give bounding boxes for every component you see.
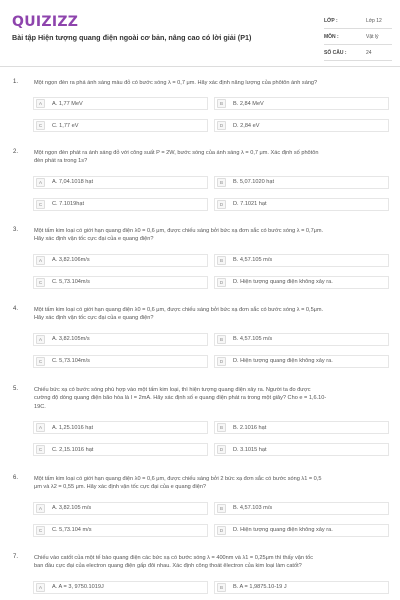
question-text-line: Hãy xác định vận tốc cực đại của e quang điện? (34, 236, 154, 243)
option-text: C. 5,73.104m/s (52, 358, 90, 365)
question-text-line: Một tấm kim loại có giới hạn quang điện λ0 = 0,6 μm, được chiếu sáng bởi bức xạ đơn sắc có bước sóng λ = 0,5μm. (34, 307, 324, 313)
option-text: B. 5,07.1020 hạt (233, 179, 275, 186)
option-letter-badge: C (36, 121, 45, 130)
option-text: B. 4,57.105 m/s (233, 336, 273, 343)
answer-option-a[interactable] (33, 254, 208, 267)
option-text: B. 4,57.103 m/s (233, 505, 273, 512)
document-title: Bài tập Hiện tượng quang điện ngoài cơ bản, nâng cao có lời giải (P1) (12, 33, 252, 42)
option-letter-badge: C (36, 278, 45, 287)
question-number: 5. (13, 386, 19, 392)
option-text: A. 7,04.1018 hạt (52, 179, 94, 186)
option-letter-badge: C (36, 357, 45, 366)
question-number: 7. (13, 554, 19, 560)
question-text-line: Chiếu vào catốt của một tế bào quang điện các bức xạ có bước sóng λ = 400nm và λ1 = 0,25μm thì thấy vận tốc (34, 555, 314, 561)
option-letter-badge: D (217, 445, 226, 454)
option-text: D. 7.1021 hạt (233, 201, 267, 208)
option-letter-badge: D (217, 278, 226, 287)
option-letter-badge: B (217, 256, 226, 265)
answer-option-d[interactable] (214, 355, 389, 368)
answer-option-b[interactable] (214, 502, 389, 515)
option-letter-badge: A (36, 335, 45, 344)
question-text-line: 19C. (34, 403, 46, 410)
meta-row-subject (324, 29, 392, 45)
answer-option-b[interactable] (214, 254, 389, 267)
option-text: A. 3,82.106m/s (52, 257, 90, 264)
answer-option-c[interactable] (33, 443, 208, 456)
option-letter-badge: B (217, 178, 226, 187)
answer-option-a[interactable] (33, 581, 208, 594)
answer-option-d[interactable] (214, 198, 389, 211)
option-text: B. 4,57.105 m/s (233, 257, 273, 264)
question-text-line: μm và λ2 = 0,55 μm. Hãy xác định vận tốc cực đại của e quang điện? (34, 484, 207, 491)
answer-option-d[interactable] (214, 524, 389, 537)
answer-option-a[interactable] (33, 97, 208, 110)
option-text: B. 2.1016 hạt (233, 424, 267, 431)
answer-option-c[interactable] (33, 276, 208, 289)
answer-option-c[interactable] (33, 355, 208, 368)
option-text: B. 2,84 MeV (233, 100, 264, 107)
option-text: D. Hiện tượng quang điện không xảy ra. (233, 358, 333, 365)
option-letter-badge: B (217, 335, 226, 344)
option-text: A. 3,82.105 m/s (52, 505, 92, 512)
answer-option-d[interactable] (214, 276, 389, 289)
meta-value-subject: Vật lý (366, 33, 379, 40)
answer-option-b[interactable] (214, 176, 389, 189)
question-text-line: ban đầu cực đại của electron quang điện gấp đôi nhau. Xác định công thoát êlectron của kim loại làm catốt? (34, 563, 302, 570)
question-text-line: đèn phát ra trong 1s? (34, 158, 88, 165)
question-text (34, 475, 390, 492)
option-letter-badge: A (36, 178, 45, 187)
option-text: A. 3,82.105m/s (52, 336, 90, 343)
option-text: C. 2,15.1016 hạt (52, 446, 94, 453)
question-text-line: cường độ dòng quang điện bão hòa là I = 2mA. Hãy xác định số e quang điện phát ra trong một giây? Cho e = 1,6.10- (34, 395, 327, 402)
question-number: 1. (13, 79, 19, 85)
option-letter-badge: A (36, 423, 45, 432)
option-letter-badge: D (217, 121, 226, 130)
option-letter-badge: B (217, 423, 226, 432)
option-text: A. A = 3, 9750.1019J (52, 584, 104, 591)
meta-row-grade (324, 13, 392, 29)
question-text (34, 306, 390, 323)
question-text-line: Một ngọn đèn phát ra ánh sáng đỏ với công suất P = 2W, bước sóng của ánh sáng λ = 0,7 μm. Xác định số phôtôn (34, 150, 319, 156)
question-number: 4. (13, 306, 19, 312)
question-text (34, 386, 390, 411)
answer-option-d[interactable] (214, 119, 389, 132)
option-letter-badge: D (217, 357, 226, 366)
option-letter-badge: C (36, 526, 45, 535)
meta-value-grade: Lớp 12 (366, 17, 382, 24)
option-letter-badge: B (217, 504, 226, 513)
option-letter-badge: A (36, 256, 45, 265)
option-text: C. 1,77 eV (52, 122, 79, 129)
question-text (34, 554, 390, 571)
option-text: A. 1,77 MeV (52, 100, 83, 107)
document-header (0, 0, 400, 70)
answer-option-d[interactable] (214, 443, 389, 456)
option-text: B. A = 1,9875.10-19 J (233, 584, 287, 591)
question-number: 2. (13, 149, 19, 155)
answer-option-a[interactable] (33, 421, 208, 434)
option-letter-badge: D (217, 526, 226, 535)
option-letter-badge: A (36, 504, 45, 513)
answer-option-a[interactable] (33, 502, 208, 515)
option-text: D. 3.1015 hạt (233, 446, 267, 453)
option-text: D. 2,84 eV (233, 122, 260, 129)
answer-option-a[interactable] (33, 176, 208, 189)
option-letter-badge: C (36, 200, 45, 209)
meta-value-count: 24 (366, 49, 372, 56)
meta-key-subject: MÔN : (324, 33, 339, 40)
answer-option-c[interactable] (33, 198, 208, 211)
question-text-line: Một tấm kim loại có giới hạn quang điện λ0 = 0,6 μm, được chiếu sáng bởi 2 bức xạ đơn sắc có bước sóng λ1 = 0,5 (34, 476, 322, 482)
option-text: D. Hiện tượng quang điện không xảy ra. (233, 279, 333, 286)
option-text: C. 5,73.104 m/s (52, 527, 92, 534)
question-number: 3. (13, 227, 19, 233)
question-number: 6. (13, 475, 19, 481)
answer-option-b[interactable] (214, 97, 389, 110)
answer-option-c[interactable] (33, 119, 208, 132)
option-letter-badge: B (217, 583, 226, 592)
option-letter-badge: B (217, 99, 226, 108)
answer-option-b[interactable] (214, 333, 389, 346)
question-text-line: Hãy xác định vận tốc cực đại của e quang điện? (34, 315, 154, 322)
option-letter-badge: A (36, 583, 45, 592)
meta-row-count (324, 45, 392, 61)
meta-key-grade: LỚP : (324, 17, 338, 24)
meta-key-count: SỐ CÂU : (324, 49, 347, 56)
question-text (34, 227, 390, 244)
option-letter-badge: D (217, 200, 226, 209)
answer-option-b[interactable] (214, 581, 389, 594)
option-text: C. 7.1019hạt (52, 201, 85, 208)
question-text (34, 149, 390, 166)
option-text: A. 1,25.1016 hạt (52, 424, 94, 431)
answer-option-b[interactable] (214, 421, 389, 434)
header-divider (0, 66, 400, 67)
quizizz-logo: QUIZIZZ (12, 14, 79, 30)
option-letter-badge: A (36, 99, 45, 108)
answer-option-c[interactable] (33, 524, 208, 537)
question-text-line: Một ngọn đèn ra phá ánh sáng màu đỏ có bước sóng λ = 0,7 μm. Hãy xác định năng lượng của phôtôn ánh sáng? (34, 80, 318, 86)
question-text (34, 79, 390, 87)
option-text: C. 5,73.104m/s (52, 279, 90, 286)
option-text: D. Hiện tượng quang điện không xảy ra. (233, 527, 333, 534)
question-text-line: Chiếu bức xạ có bước sóng phù hợp vào một tấm kim loại, thì hiện tượng quang điện xảy ra. Người ta đo được (34, 387, 311, 393)
question-text-line: Một tấm kim loại có giới hạn quang điện λ0 = 0,6 μm, được chiếu sáng bởi bức xạ đơn sắc có bước sóng λ = 0,7μm. (34, 228, 324, 234)
meta-table (324, 13, 392, 61)
option-letter-badge: C (36, 445, 45, 454)
answer-option-a[interactable] (33, 333, 208, 346)
